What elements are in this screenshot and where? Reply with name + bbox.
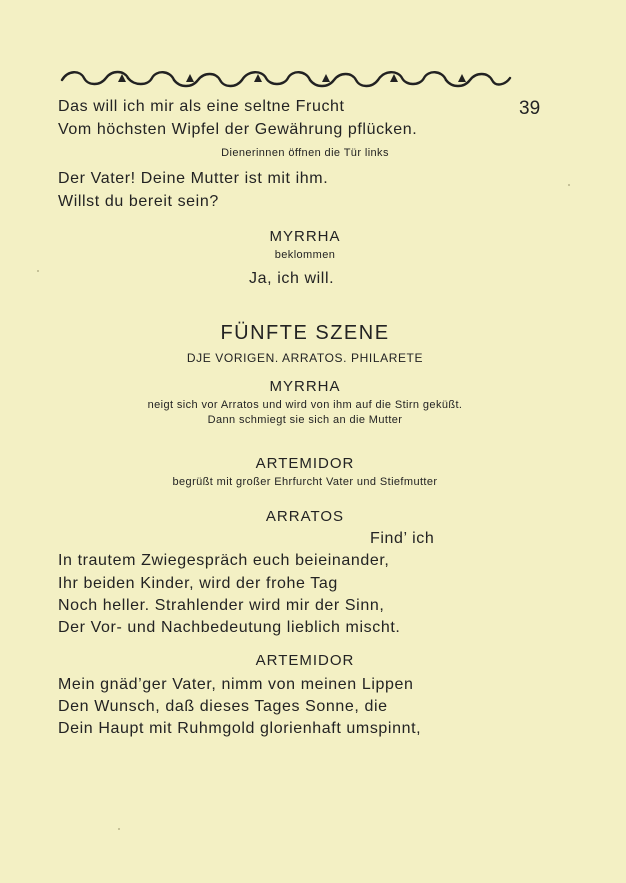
stage-direction: begrüßt mit großer Ehrfurcht Vater und Stiefmutter [172, 476, 438, 488]
verse-line: Der Vor- und Nachbedeutung lieblich mischt. [58, 619, 401, 636]
speaker-name: MYRRHA [269, 228, 341, 245]
verse-line: Mein gnäd’ger Vater, nimm von meinen Lippen [58, 676, 414, 693]
verse-line: Find’ ich [370, 530, 435, 547]
paper-speck [118, 828, 120, 830]
scene-characters: DJE VORIGEN. ARRATOS. PHILARETE [186, 351, 424, 365]
verse-line: Ja, ich will. [249, 270, 335, 287]
scene-title: FÜNFTE SZENE [220, 322, 390, 344]
page-number: 39 [519, 98, 541, 119]
verse-line: Willst du bereit sein? [58, 193, 219, 210]
verse-line: Das will ich mir als eine seltne Frucht [58, 98, 345, 115]
stage-direction: Dienerinnen öffnen die Tür links [221, 147, 389, 159]
verse-line: Den Wunsch, daß dieses Tages Sonne, die [58, 698, 388, 715]
speaker-name: MYRRHA [269, 378, 341, 395]
verse-line: Dein Haupt mit Ruhmgold glorienhaft umspinnt, [58, 720, 422, 737]
speaker-name: ARRATOS [265, 508, 345, 525]
verse-line: Vom höchsten Wipfel der Gewährung pflücken. [58, 121, 418, 138]
speaker-name: ARTEMIDOR [255, 652, 355, 669]
ornament-border-icon [58, 68, 514, 90]
stage-direction: Dann schmiegt sie sich an die Mutter [207, 414, 403, 426]
paper-speck [568, 184, 570, 186]
verse-line: Noch heller. Strahlender wird mir der Sinn, [58, 597, 385, 614]
paper-speck [37, 270, 39, 272]
stage-direction: beklommen [274, 249, 336, 261]
verse-line: In trautem Zwiegespräch euch beieinander, [58, 552, 390, 569]
speaker-name: ARTEMIDOR [255, 455, 355, 472]
verse-line: Ihr beiden Kinder, wird der frohe Tag [58, 575, 338, 592]
stage-direction: neigt sich vor Arratos und wird von ihm auf die Stirn geküßt. [147, 399, 463, 411]
verse-line: Der Vater! Deine Mutter ist mit ihm. [58, 170, 329, 187]
